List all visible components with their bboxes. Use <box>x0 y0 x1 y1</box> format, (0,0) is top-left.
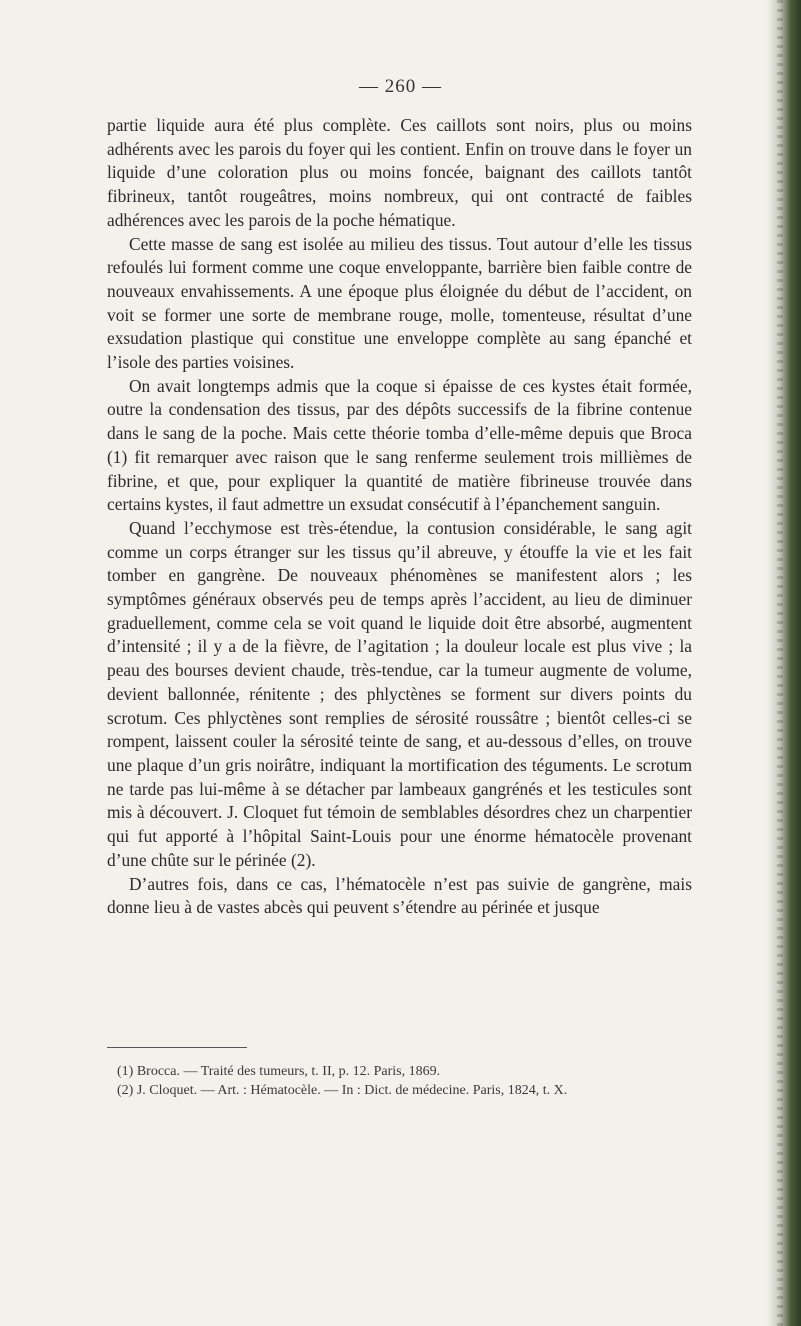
footnotes <box>107 1062 692 1100</box>
body-text <box>107 114 692 920</box>
page-number: — 260 — <box>359 76 442 97</box>
paragraph: partie liquide aura été plus complète. Ces caillots sont noirs, plus ou moins adhérents avec les parois du foyer qui les contient. Enfin on trouve dans le foyer un liquide d’une coloration plus ou moins foncée, baignant des caillots tantôt fibrineux, tantôt rougeâtres, moins nombreux, qui ont contracté de faibles adhérences avec les parois de la poche hématique. <box>107 115 692 230</box>
footnote: (2) J. Cloquet. — Art. : Hématocèle. — In : Dict. de médecine. Paris, 1824, t. X. <box>117 1083 568 1098</box>
paragraph: Quand l’ecchymose est très-étendue, la contusion considérable, le sang agit comme un corps étranger sur les tissus qu’il abreuve, y étouffe la vie et les fait tomber en gangrène. De nouveaux phénomènes se manifestent alors ; les symptômes généraux observés peu de temps après l’accident, au lieu de diminuer graduellement, comme cela se voit quand le liquide doit être absorbé, augmentent d’intensité ; il y a de la fièvre, de l’agitation ; la douleur locale est plus vive ; la peau des bourses devient chaude, très-tendue, car la tumeur augmente de volume, devient ballonnée, rénitente ; des phlyctènes se forment sur divers points du scrotum. Ces phlyctènes sont remplies de sérosité roussâtre ; bientôt celles-ci se rompent, laissent couler la sérosité teinte de sang, et au-dessous d’elles, on trouve une plaque d’un gris noirâtre, indiquant la mortification des téguments. Le scrotum ne tarde pas lui-même à se détacher par lambeaux gangrénés et les testicules sont mis à découvert. J. Cloquet fut témoin de semblables désordres chez un charpentier qui fut apporté à l’hôpital Saint-Louis pour une énorme hématocèle provenant d’une chûte sur le périnée (2). <box>107 517 692 870</box>
paragraph: On avait longtemps admis que la coque si épaisse de ces kystes était formée, outre la condensation des tissus, par des dépôts successifs de la fibrine contenue dans le sang de la poche. Mais cette théorie tomba d’elle-même depuis que Broca (1) fit remarquer avec raison que le sang renferme seulement trois millièmes de fibrine, et que, pour expliquer la quantité de matière fibrineuse trouvée dans certains kystes, il faut admettre un exsudat consécutif à l’épanchement sanguin. <box>107 375 692 515</box>
footnote-divider <box>107 1047 247 1048</box>
book-binding-edge <box>767 0 801 1326</box>
paragraph: Cette masse de sang est isolée au milieu des tissus. Tout autour d’elle les tissus refoulés lui forment comme une coque enveloppante, barrière bien faible contre de nouveaux envahissements. A une époque plus éloignée du début de l’accident, on voit se former une sorte de membrane rouge, molle, tomenteuse, résultat d’une exsudation plastique qui constitue une enveloppe complète au sang épanché et l’isole des parties voisines. <box>107 233 692 373</box>
paragraph: D’autres fois, dans ce cas, l’hématocèle n’est pas suivie de gangrène, mais donne lieu à de vastes abcès qui peuvent s’étendre au périnée et jusque <box>107 873 692 918</box>
footnote: (1) Brocca. — Traité des tumeurs, t. II, p. 12. Paris, 1869. <box>117 1064 441 1079</box>
